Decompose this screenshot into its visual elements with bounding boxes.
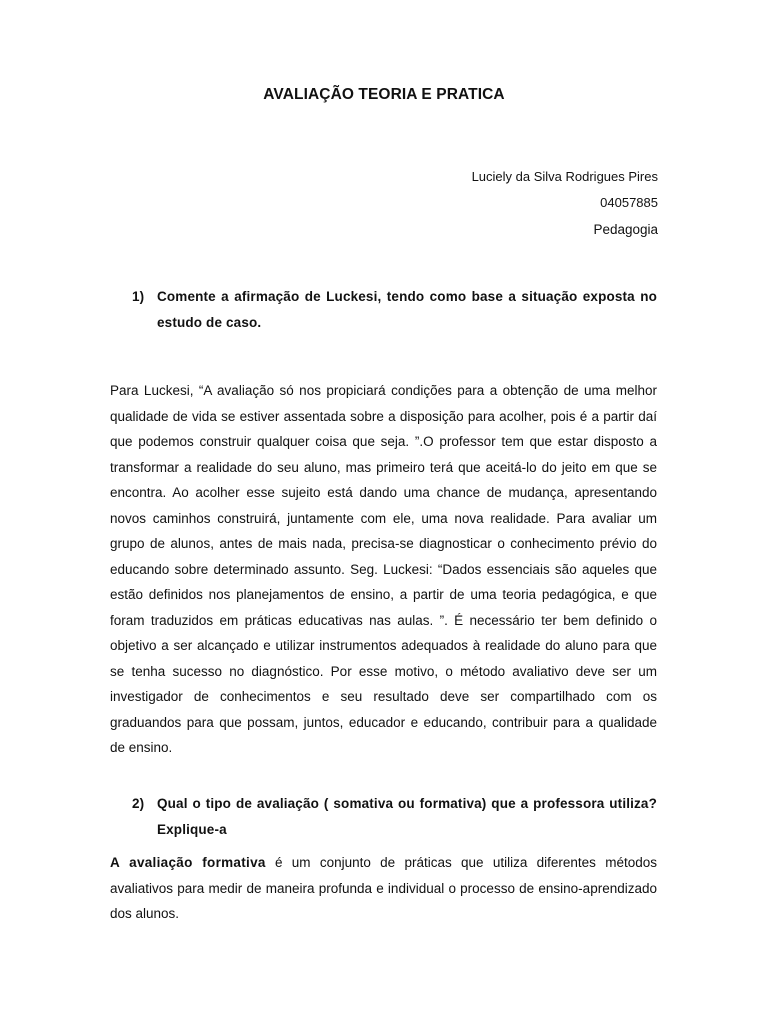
question-1	[132, 284, 657, 335]
question-text: Comente a afirmação de Luckesi, tendo como base a situação exposta no estudo de caso.	[157, 289, 657, 330]
course-name: Pedagogia	[593, 222, 658, 237]
question-text: Qual o tipo de avaliação ( somativa ou formativa) que a professora utiliza? Explique-a	[157, 796, 657, 837]
student-id: 04057885	[600, 195, 658, 210]
answer-2-paragraph	[110, 850, 657, 927]
answer-1-paragraph: Para Luckesi, “A avaliação só nos propiciará condições para a obtenção de uma melhor qualidade de vida se estiver assentada sobre a disposição para acolher, pois é a partir daí que podemos construir qualquer coisa que seja. ”.O professor tem que estar disposto a transformar a realidade do seu aluno, mas primeiro terá que aceitá-lo do jeito em que se encontra. Ao acolher esse sujeito está dando uma chance de mudança, apresentando novos caminhos construirá, juntamente com ele, uma nova realidade. Para avaliar um grupo de alunos, antes de mais nada, precisa-se diagnosticar o conhecimento prévio do educando sobre determinado assunto. Seg. Luckesi: “Dados essenciais são aqueles que estão definidos nos planejamentos de ensino, a partir de uma teoria pedagógica, e que foram traduzidos em práticas educativas nas aulas. ”. É necessário ter bem definido o objetivo a ser alcançado e utilizar instrumentos adequados à realidade do aluno para que se tenha sucesso no diagnóstico. Por esse motivo, o método avaliativo deve ser um investigador de conhecimentos e seu resultado deve ser compartilhado com os graduandos para que possam, juntos, educador e educando, contribuir para a qualidade de ensino.	[110, 383, 657, 755]
question-number: 1)	[132, 289, 145, 304]
answer-2-text: é um conjunto de práticas que utiliza diferentes métodos avaliativos para medir de maneira profunda e individual o processo de ensino-aprendizado dos alunos.	[110, 855, 657, 921]
document-title: AVALIAÇÃO TEORIA E PRATICA	[263, 86, 505, 103]
question-2	[132, 791, 657, 842]
author-name: Luciely da Silva Rodrigues Pires	[471, 169, 658, 184]
answer-2-bold-term: A avaliação formativa	[110, 855, 266, 870]
question-number: 2)	[132, 796, 145, 811]
